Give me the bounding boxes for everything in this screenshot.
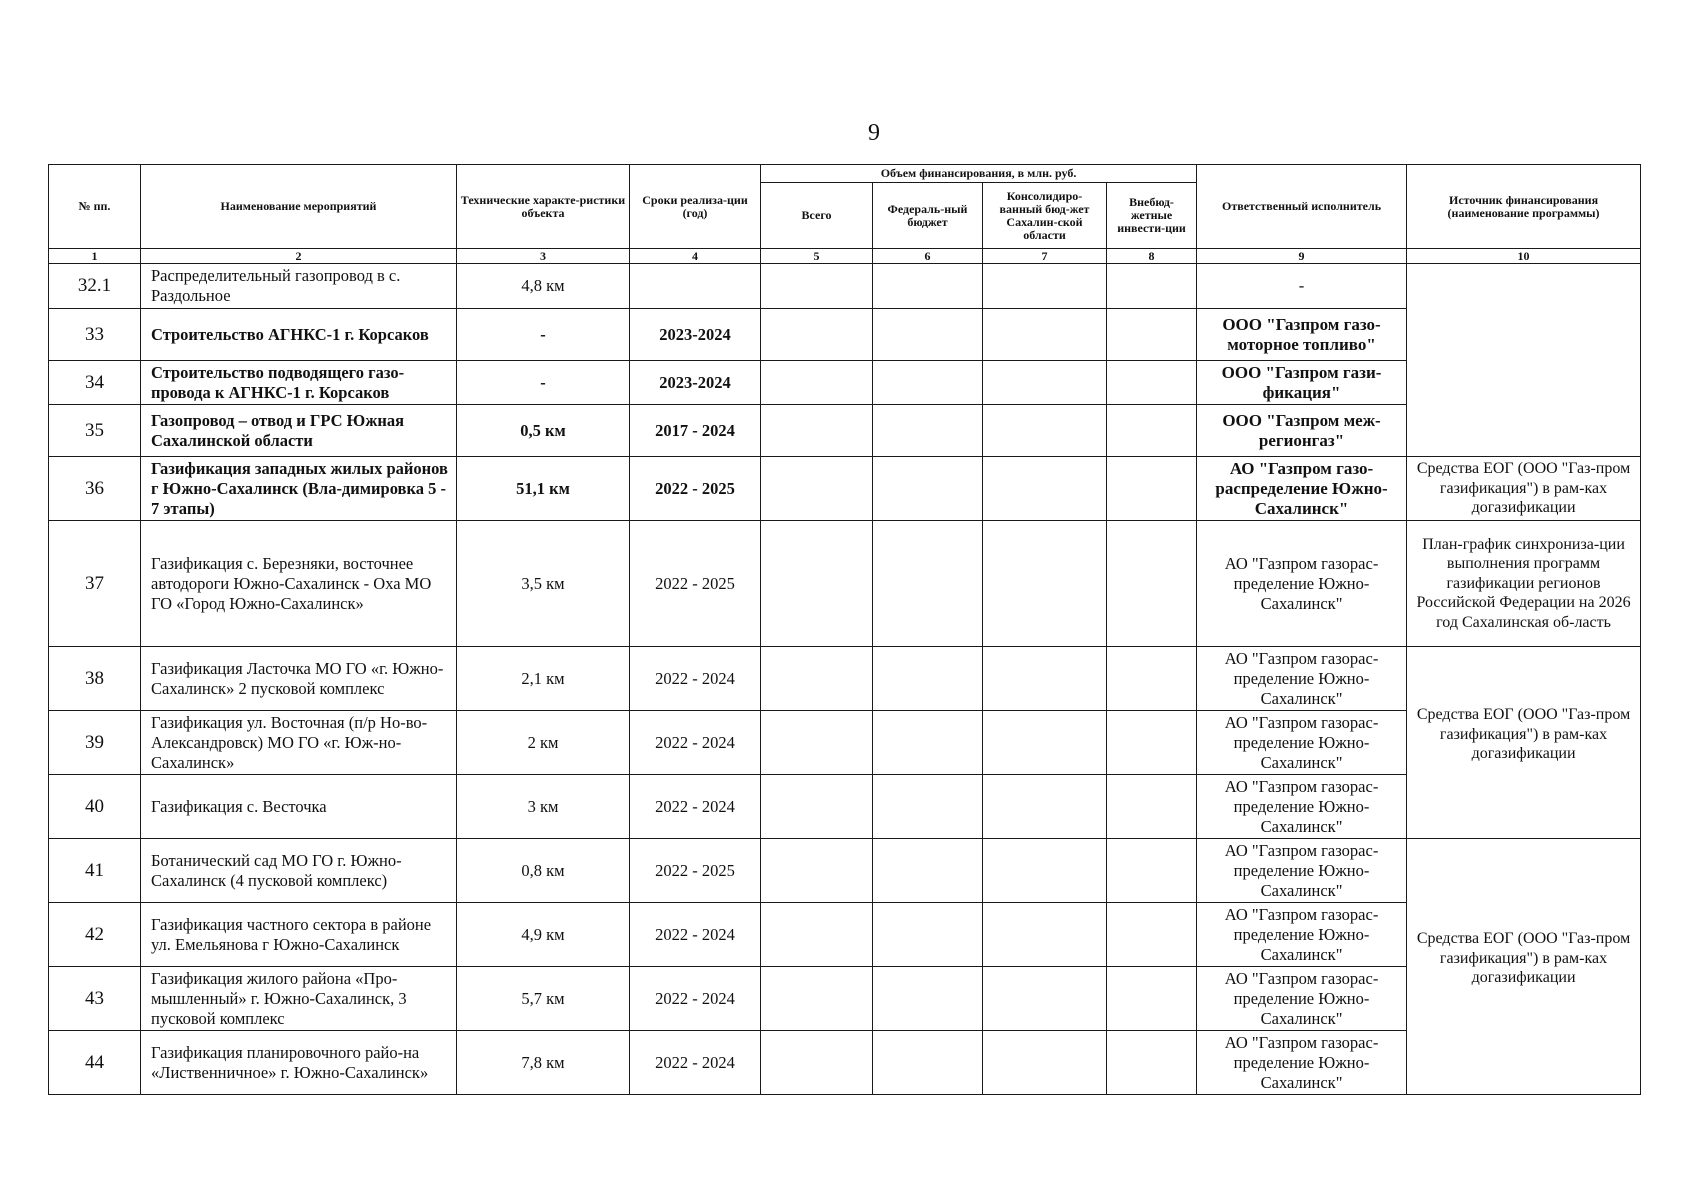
row-terms <box>630 264 761 309</box>
row-responsible: АО "Газпром газо-распределение Южно-Сахалинск" <box>1197 457 1407 521</box>
row-consolidated <box>983 775 1107 839</box>
header-extrabudget: Внебюд-жетные инвести-ции <box>1107 183 1197 249</box>
page-number: 9 <box>868 120 880 146</box>
row-federal <box>873 1031 983 1095</box>
row-consolidated <box>983 361 1107 405</box>
row-name: Ботанический сад МО ГО г. Южно-Сахалинск (4 пусковой комплекс) <box>141 839 457 903</box>
row-consolidated <box>983 839 1107 903</box>
row-name: Газификация Ласточка МО ГО «г. Южно-Сахалинск» 2 пусковой комплекс <box>141 647 457 711</box>
row-federal <box>873 521 983 647</box>
row-federal <box>873 264 983 309</box>
row-terms: 2023-2024 <box>630 361 761 405</box>
table-row <box>49 967 1641 1031</box>
row-total <box>761 361 873 405</box>
row-name: Строительство подводящего газо-провода к АГНКС-1 г. Корсаков <box>141 361 457 405</box>
row-num: 38 <box>49 647 141 711</box>
row-responsible: ООО "Газпром меж-регионгаз" <box>1197 405 1407 457</box>
row-responsible: АО "Газпром газорас-пределение Южно-Сахалинск" <box>1197 775 1407 839</box>
row-consolidated <box>983 967 1107 1031</box>
row-terms: 2022 - 2024 <box>630 967 761 1031</box>
table-row <box>49 457 1641 521</box>
row-name: Газификация с. Весточка <box>141 775 457 839</box>
table-row <box>49 775 1641 839</box>
table-row <box>49 309 1641 361</box>
row-name: Распределительный газопровод в с. Раздольное <box>141 264 457 309</box>
row-terms: 2017 - 2024 <box>630 405 761 457</box>
header-source: Источник финансирования (наименование программы) <box>1407 165 1641 249</box>
row-consolidated <box>983 457 1107 521</box>
row-name: Газопровод – отвод и ГРС Южная Сахалинской области <box>141 405 457 457</box>
column-number: 7 <box>983 249 1107 264</box>
row-name: Строительство АГНКС-1 г. Корсаков <box>141 309 457 361</box>
row-extrabudget <box>1107 967 1197 1031</box>
row-extrabudget <box>1107 457 1197 521</box>
table-row <box>49 647 1641 711</box>
row-consolidated <box>983 903 1107 967</box>
row-num: 40 <box>49 775 141 839</box>
table-row <box>49 405 1641 457</box>
row-extrabudget <box>1107 903 1197 967</box>
row-name: Газификация жилого района «Про-мышленный» г. Южно-Сахалинск, 3 пусковой комплекс <box>141 967 457 1031</box>
row-extrabudget <box>1107 405 1197 457</box>
column-number: 9 <box>1197 249 1407 264</box>
row-total <box>761 405 873 457</box>
header-num: № пп. <box>49 165 141 249</box>
row-extrabudget <box>1107 361 1197 405</box>
row-responsible: АО "Газпром газорас-пределение Южно-Сахалинск" <box>1197 711 1407 775</box>
row-num: 34 <box>49 361 141 405</box>
row-consolidated <box>983 405 1107 457</box>
row-source: План-график синхрониза-ции выполнения программ газификации регионов Российской Федерации на 2026 год Сахалинская об-ласть <box>1407 521 1641 647</box>
row-source: Средства ЕОГ (ООО "Газ-пром газификация") в рам-ках догазификации <box>1407 839 1641 1095</box>
row-consolidated <box>983 1031 1107 1095</box>
row-federal <box>873 361 983 405</box>
header-terms: Сроки реализа-ции (год) <box>630 165 761 249</box>
row-terms: 2022 - 2025 <box>630 457 761 521</box>
row-num: 43 <box>49 967 141 1031</box>
row-federal <box>873 967 983 1031</box>
row-tech: 3,5 км <box>457 521 630 647</box>
row-federal <box>873 309 983 361</box>
row-terms: 2022 - 2025 <box>630 839 761 903</box>
row-tech: 5,7 км <box>457 967 630 1031</box>
row-tech: 0,8 км <box>457 839 630 903</box>
row-name: Газификация ул. Восточная (п/р Но-во-Александровск) МО ГО «г. Юж-но-Сахалинск» <box>141 711 457 775</box>
row-consolidated <box>983 521 1107 647</box>
row-responsible: - <box>1197 264 1407 309</box>
row-total <box>761 457 873 521</box>
row-extrabudget <box>1107 711 1197 775</box>
column-number: 10 <box>1407 249 1641 264</box>
row-name: Газификация частного сектора в районе ул. Емельянова г Южно-Сахалинск <box>141 903 457 967</box>
header-total: Всего <box>761 183 873 249</box>
row-extrabudget <box>1107 647 1197 711</box>
row-source <box>1407 264 1641 457</box>
row-federal <box>873 711 983 775</box>
row-tech: 2,1 км <box>457 647 630 711</box>
row-extrabudget <box>1107 839 1197 903</box>
row-consolidated <box>983 711 1107 775</box>
row-total <box>761 775 873 839</box>
column-number: 1 <box>49 249 141 264</box>
row-name: Газификация планировочного райо-на «Лиственничное» г. Южно-Сахалинск» <box>141 1031 457 1095</box>
row-consolidated <box>983 309 1107 361</box>
row-total <box>761 647 873 711</box>
row-extrabudget <box>1107 264 1197 309</box>
row-num: 37 <box>49 521 141 647</box>
table-row <box>49 839 1641 903</box>
row-federal <box>873 647 983 711</box>
row-tech: - <box>457 361 630 405</box>
header-name: Наименование мероприятий <box>141 165 457 249</box>
row-total <box>761 521 873 647</box>
table-row <box>49 361 1641 405</box>
row-tech: 0,5 км <box>457 405 630 457</box>
row-extrabudget <box>1107 775 1197 839</box>
row-tech: 2 км <box>457 711 630 775</box>
row-num: 32.1 <box>49 264 141 309</box>
row-tech: 7,8 км <box>457 1031 630 1095</box>
row-federal <box>873 775 983 839</box>
header-consolidated: Консолидиро-ванный бюд-жет Сахалин-ской области <box>983 183 1107 249</box>
row-name: Газификация западных жилых районов г Южно-Сахалинск (Вла-димировка 5 - 7 этапы) <box>141 457 457 521</box>
row-federal <box>873 839 983 903</box>
row-responsible: АО "Газпром газорас-пределение Южно-Сахалинск" <box>1197 647 1407 711</box>
row-num: 35 <box>49 405 141 457</box>
column-number: 5 <box>761 249 873 264</box>
row-responsible: АО "Газпром газорас-пределение Южно-Сахалинск" <box>1197 839 1407 903</box>
header-responsible: Ответственный исполнитель <box>1197 165 1407 249</box>
row-responsible: АО "Газпром газорас-пределение Южно-Сахалинск" <box>1197 903 1407 967</box>
header-federal: Федераль-ный бюджет <box>873 183 983 249</box>
table-row <box>49 264 1641 309</box>
row-responsible: АО "Газпром газорас-пределение Южно-Сахалинск" <box>1197 1031 1407 1095</box>
column-number: 6 <box>873 249 983 264</box>
row-tech: 51,1 км <box>457 457 630 521</box>
row-responsible: АО "Газпром газорас-пределение Южно-Сахалинск" <box>1197 967 1407 1031</box>
column-number: 8 <box>1107 249 1197 264</box>
row-extrabudget <box>1107 309 1197 361</box>
row-num: 42 <box>49 903 141 967</box>
row-source: Средства ЕОГ (ООО "Газ-пром газификация") в рам-ках догазификации <box>1407 457 1641 521</box>
row-total <box>761 839 873 903</box>
column-number: 4 <box>630 249 761 264</box>
row-consolidated <box>983 647 1107 711</box>
row-tech: 4,9 км <box>457 903 630 967</box>
table-row <box>49 1031 1641 1095</box>
row-federal <box>873 903 983 967</box>
funding-table <box>48 164 1641 1095</box>
table-row <box>49 521 1641 647</box>
row-total <box>761 903 873 967</box>
column-number: 2 <box>141 249 457 264</box>
row-terms: 2022 - 2024 <box>630 1031 761 1095</box>
row-total <box>761 711 873 775</box>
column-number: 3 <box>457 249 630 264</box>
row-num: 36 <box>49 457 141 521</box>
row-total <box>761 309 873 361</box>
row-terms: 2022 - 2024 <box>630 903 761 967</box>
row-num: 41 <box>49 839 141 903</box>
header-funding-group: Объем финансирования, в млн. руб. <box>761 165 1197 183</box>
row-federal <box>873 405 983 457</box>
row-terms: 2022 - 2025 <box>630 521 761 647</box>
row-terms: 2023-2024 <box>630 309 761 361</box>
table-row <box>49 903 1641 967</box>
row-source: Средства ЕОГ (ООО "Газ-пром газификация") в рам-ках догазификации <box>1407 647 1641 839</box>
row-consolidated <box>983 264 1107 309</box>
row-extrabudget <box>1107 521 1197 647</box>
row-total <box>761 967 873 1031</box>
row-federal <box>873 457 983 521</box>
row-responsible: ООО "Газпром гази-фикация" <box>1197 361 1407 405</box>
row-tech: 4,8 км <box>457 264 630 309</box>
row-tech: - <box>457 309 630 361</box>
header-tech: Технические характе-ристики объекта <box>457 165 630 249</box>
row-responsible: ООО "Газпром газо-моторное топливо" <box>1197 309 1407 361</box>
column-numbers-row <box>49 249 1641 264</box>
row-terms: 2022 - 2024 <box>630 647 761 711</box>
row-total <box>761 264 873 309</box>
row-terms: 2022 - 2024 <box>630 775 761 839</box>
row-num: 39 <box>49 711 141 775</box>
row-total <box>761 1031 873 1095</box>
row-num: 44 <box>49 1031 141 1095</box>
row-name: Газификация с. Березняки, восточнее автодороги Южно-Сахалинск - Оха МО ГО «Город Южно-Сахалинск» <box>141 521 457 647</box>
row-tech: 3 км <box>457 775 630 839</box>
row-responsible: АО "Газпром газорас-пределение Южно-Сахалинск" <box>1197 521 1407 647</box>
row-num: 33 <box>49 309 141 361</box>
row-terms: 2022 - 2024 <box>630 711 761 775</box>
row-extrabudget <box>1107 1031 1197 1095</box>
table-row <box>49 711 1641 775</box>
